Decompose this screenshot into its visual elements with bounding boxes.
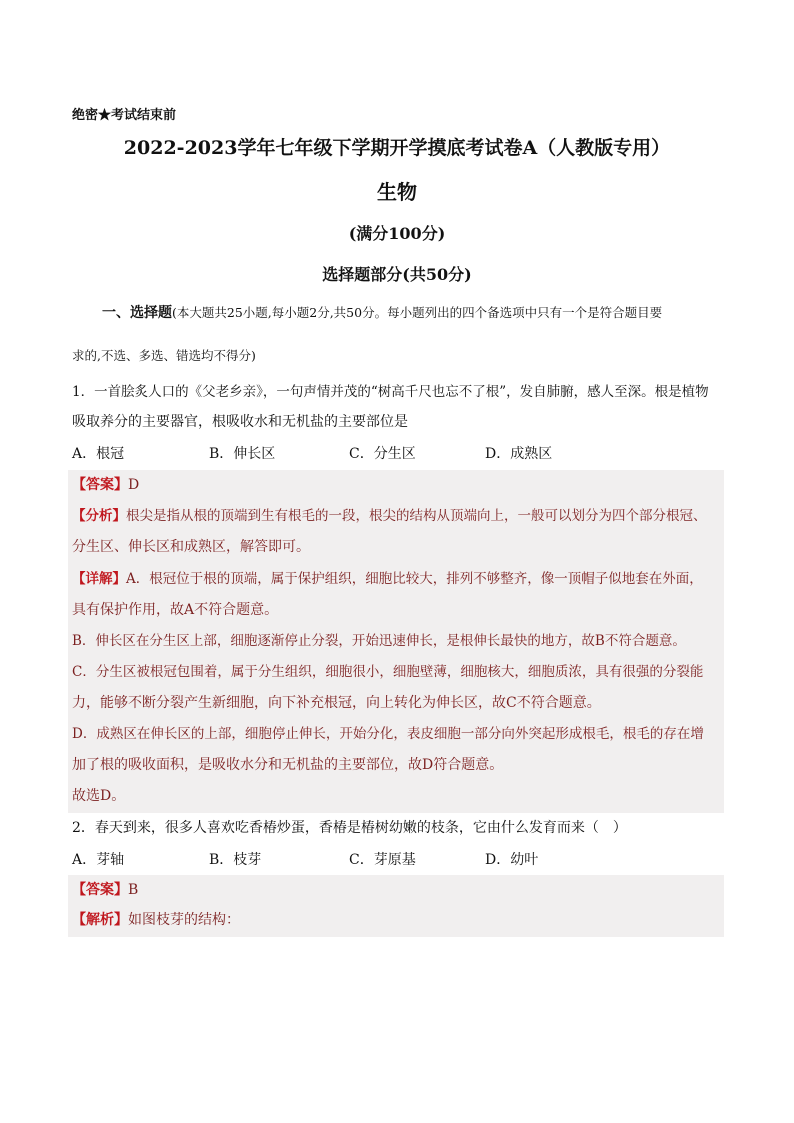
q1-option-c: C．分生区 [349, 446, 416, 462]
q1-detail-b: B．伸长区在分生区上部，细胞逐渐停止分裂，开始迅速伸长，是根伸长最快的地方，故B不符合题意。 [72, 633, 686, 649]
answer-tag: 【答案】 [72, 882, 128, 898]
detail-tag: 【详解】 [72, 571, 126, 587]
instructions-text: (本大题共25小题,每小题2分,共50分。每小题列出的四个备选项中只有一个是符合题目要 [172, 305, 663, 320]
exam-title: 2022-2023学年七年级下学期开学摸底考试卷A（人教版专用） [123, 137, 671, 159]
instructions-line-1 [102, 303, 724, 323]
detail-text: A．根冠位于根的顶端，属于保护组织，细胞比较大，排列不够整齐，像一顶帽子似地套在外面， [126, 571, 703, 587]
analysis-tag: 【解析】 [72, 912, 128, 928]
analysis-tag: 【分析】 [72, 508, 126, 524]
subject-title: 生物 [377, 180, 417, 204]
q1-analysis-line-2: 分生区、伸长区和成熟区，解答即可。 [72, 539, 310, 555]
instructions-line-2: 求的,不选、多选、错选均不得分) [72, 348, 256, 363]
q2-option-a: A．芽轴 [72, 852, 125, 868]
answer-tag: 【答案】 [72, 477, 128, 493]
q1-option-b: B．伸长区 [209, 446, 276, 462]
q1-detail-a-line-2: 具有保护作用，故A不符合题意。 [72, 602, 279, 618]
q2-answer [72, 880, 724, 900]
q1-conclusion: 故选D。 [72, 788, 126, 804]
analysis-text: 如图枝芽的结构： [128, 912, 240, 928]
section-title: 选择题部分(共50分) [322, 265, 472, 284]
q1-answer-block [68, 470, 724, 813]
q1-detail-d-line-2: 加了根的吸收面积，是吸收水分和无机盐的主要部位，故D符合题意。 [72, 757, 504, 773]
q2-stem: 2．春天到来，很多人喜欢吃香椿炒蛋，香椿是椿树幼嫩的枝条，它由什么发育而来（ ） [72, 820, 627, 836]
q2-option-c: C．芽原基 [349, 852, 416, 868]
q1-detail-d-line-1: D．成熟区在伸长区的上部，细胞停止伸长，开始分化，表皮细胞一部分向外突起形成根毛，根毛的存在增 [72, 726, 704, 742]
analysis-text: 根尖是指从根的顶端到生有根毛的一段，根尖的结构从顶端向上，一般可以划分为四个部分根冠、 [126, 508, 707, 524]
q1-stem-line-2: 吸取养分的主要器官，根吸收水和无机盐的主要部位是 [72, 414, 408, 430]
q1-option-d: D．成熟区 [485, 446, 553, 462]
q1-detail-a-line-1 [72, 569, 724, 589]
q2-option-b: B．枝芽 [209, 852, 262, 868]
instructions-label: 一、选择题 [102, 305, 172, 321]
answer-value: B [128, 882, 139, 898]
q2-option-d: D．幼叶 [485, 852, 539, 868]
q1-analysis-line-1 [72, 506, 724, 526]
answer-value: D [128, 477, 140, 493]
full-score: (满分100分) [348, 224, 446, 243]
q2-options [72, 849, 724, 869]
q1-detail-c-line-1: C．分生区被根冠包围着，属于分生组织，细胞很小，细胞壁薄，细胞核大，细胞质浓，具有很强的分裂能 [72, 664, 704, 680]
q2-analysis [72, 910, 724, 930]
q1-option-a: A．根冠 [72, 446, 125, 462]
confidential-label: 绝密★考试结束前 [72, 108, 177, 123]
q2-answer-block [68, 875, 724, 937]
q1-options [72, 443, 724, 463]
q1-detail-c-line-2: 力，能够不断分裂产生新细胞，向下补充根冠，向上转化为伸长区，故C不符合题意。 [72, 695, 601, 711]
q1-stem-line-1: 1．一首脍炙人口的《父老乡亲》，一句声情并茂的“树高千尺也忘不了根”，发自肺腑，感人至深。根是植物 [72, 384, 709, 400]
q1-answer [72, 475, 724, 495]
